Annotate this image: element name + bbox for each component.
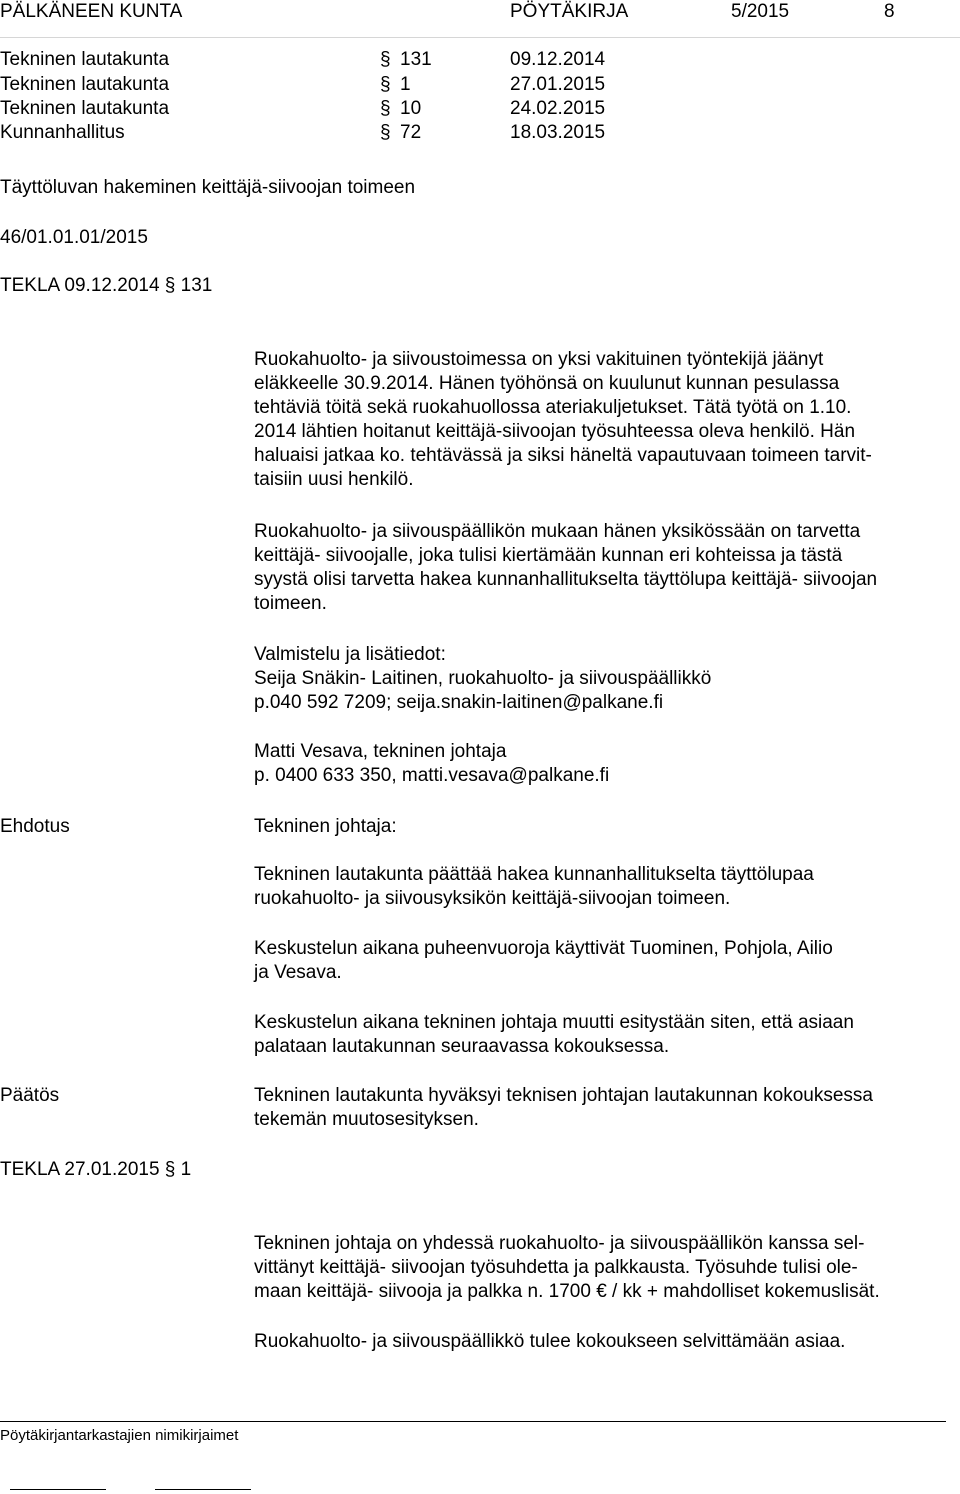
- meeting-reference-prefix: TEKLA 09.12.2014: [0, 275, 160, 296]
- meeting-row: [0, 97, 700, 121]
- background-paragraph: [254, 348, 954, 492]
- paragraph-sign: §: [164, 1159, 181, 1180]
- meeting-reference-prefix: TEKLA 27.01.2015: [0, 1159, 160, 1180]
- document-number: 5/2015: [731, 1, 790, 22]
- text-line: taisiin uusi henkilö.: [254, 469, 414, 490]
- text-line: Valmistelu ja lisätiedot:: [254, 644, 446, 665]
- note-paragraph: [254, 1330, 954, 1354]
- text-line: ja Vesava.: [254, 962, 342, 983]
- proposal-label: Ehdotus: [0, 816, 70, 837]
- discussion-paragraph: [254, 1011, 954, 1059]
- meeting-row: [0, 48, 700, 72]
- meeting-section: 131: [400, 49, 432, 70]
- document-type: PÖYTÄKIRJA: [510, 1, 629, 22]
- meeting-body: Tekninen lautakunta: [0, 49, 170, 70]
- text-line: Ruokahuolto- ja siivoustoimessa on yksi vakituinen työntekijä jäänyt: [254, 349, 824, 370]
- text-line: Tekninen lautakunta hyväksyi teknisen johtajan lautakunnan kokouksessa: [254, 1085, 873, 1106]
- text-line: keittäjä- siivoojalle, joka tulisi kiertämään kunnan eri kohteissa ja tästä: [254, 545, 843, 566]
- director-contact: [254, 740, 954, 788]
- preparer-contact: [254, 643, 954, 715]
- text-line: palataan lautakunnan seuraavassa kokouksessa.: [254, 1036, 670, 1057]
- meeting-section: 1: [400, 74, 411, 95]
- paragraph-sign: §: [380, 98, 391, 119]
- initials-line: [10, 1489, 106, 1490]
- meeting-date: 09.12.2014: [510, 49, 606, 70]
- meeting-date: 24.02.2015: [510, 98, 606, 119]
- footer-divider: [0, 1421, 946, 1422]
- decision-label: Päätös: [0, 1085, 60, 1106]
- paragraph-sign: §: [380, 122, 391, 143]
- meeting-section: 72: [400, 122, 422, 143]
- meeting-reference: [0, 1158, 191, 1182]
- meeting-reference-section: 1: [180, 1159, 192, 1180]
- text-line: tekemän muutosesityksen.: [254, 1109, 479, 1130]
- text-line: 2014 lähtien hoitanut keittäjä-siivoojan työsuhteessa oleva henkilö. Hän: [254, 421, 856, 442]
- footer-initials-label: Pöytäkirjantarkastajien nimikirjaimet: [0, 1427, 239, 1444]
- meeting-body: Kunnanhallitus: [0, 122, 125, 143]
- header-divider: [0, 37, 960, 38]
- salary-paragraph: [254, 1232, 954, 1304]
- text-line: haluaisi jatkaa ko. tehtävässä ja siksi häneltä vapautuvaan toimeen tarvit-: [254, 445, 872, 466]
- text-line: Ruokahuolto- ja siivouspäällikkö tulee kokoukseen selvittämään asiaa.: [254, 1331, 846, 1352]
- paragraph-sign: §: [380, 74, 391, 95]
- page-number: 8: [884, 1, 895, 22]
- meeting-row: [0, 121, 700, 145]
- text-line: maan keittäjä- siivooja ja palkka n. 1700 € / kk + mahdolliset kokemuslisät.: [254, 1281, 880, 1302]
- need-paragraph: [254, 520, 954, 616]
- proposal-by: Tekninen johtaja:: [254, 816, 397, 837]
- decision-text: [254, 1084, 954, 1132]
- text-line: Keskustelun aikana puheenvuoroja käyttivät Tuominen, Pohjola, Ailio: [254, 938, 833, 959]
- meeting-reference: [0, 274, 212, 298]
- text-line: Keskustelun aikana tekninen johtaja muutti esitystään siten, että asiaan: [254, 1012, 854, 1033]
- text-line: Matti Vesava, tekninen johtaja: [254, 741, 507, 762]
- text-line: p. 0400 633 350, matti.vesava@palkane.fi: [254, 765, 610, 786]
- text-line: eläkkeelle 30.9.2014. Hänen työhönsä on kuulunut kunnan pesulassa: [254, 373, 840, 394]
- meeting-date: 27.01.2015: [510, 74, 606, 95]
- text-line: Seija Snäkin- Laitinen, ruokahuolto- ja siivouspäällikkö: [254, 668, 712, 689]
- meeting-row: [0, 73, 700, 97]
- paragraph-sign: §: [164, 275, 181, 296]
- text-line: toimeen.: [254, 593, 327, 614]
- text-line: ruokahuolto- ja siivousyksikön keittäjä-siivoojan toimeen.: [254, 888, 731, 909]
- text-line: Ruokahuolto- ja siivouspäällikön mukaan hänen yksikössään on tarvetta: [254, 521, 861, 542]
- matter-title: Täyttöluvan hakeminen keittäjä-siivoojan toimeen: [0, 177, 416, 198]
- proposal-text: [254, 863, 954, 911]
- diary-number: 46/01.01.01/2015: [0, 227, 148, 248]
- text-line: p.040 592 7209; seija.snakin-laitinen@palkane.fi: [254, 692, 664, 713]
- text-line: Tekninen johtaja on yhdessä ruokahuolto- ja siivouspäällikön kanssa sel-: [254, 1233, 865, 1254]
- text-line: tehtäviä töitä sekä ruokahuollossa ateriakuljetukset. Tätä työtä on 1.10.: [254, 397, 852, 418]
- paragraph-sign: §: [380, 49, 391, 70]
- municipality-name: PÄLKÄNEEN KUNTA: [0, 1, 183, 22]
- meeting-body: Tekninen lautakunta: [0, 74, 170, 95]
- discussion-paragraph: [254, 937, 954, 985]
- meeting-date: 18.03.2015: [510, 122, 606, 143]
- meeting-body: Tekninen lautakunta: [0, 98, 170, 119]
- text-line: syystä olisi tarvetta hakea kunnanhallitukselta täyttölupa keittäjä- siivoojan: [254, 569, 878, 590]
- meeting-section: 10: [400, 98, 422, 119]
- text-line: Tekninen lautakunta päättää hakea kunnanhallitukselta täyttölupaa: [254, 864, 814, 885]
- text-line: vittänyt keittäjä- siivoojan työsuhdetta ja palkkausta. Työsuhde tulisi ole-: [254, 1257, 858, 1278]
- initials-line: [155, 1489, 251, 1490]
- meeting-reference-section: 131: [180, 275, 213, 296]
